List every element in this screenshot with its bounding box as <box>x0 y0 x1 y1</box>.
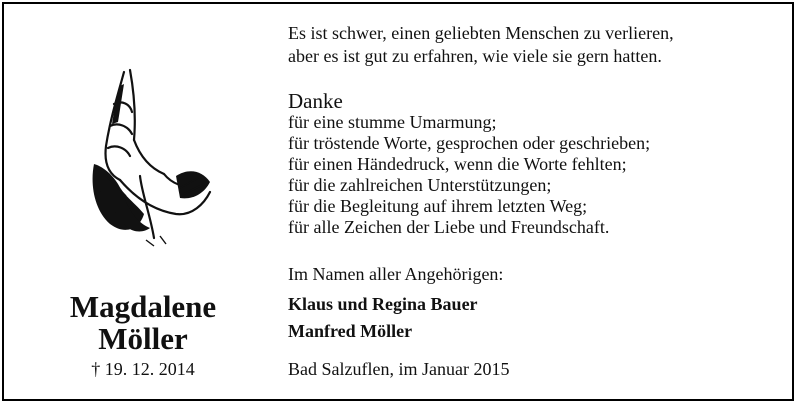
thanks-line: für eine stumme Umarmung; <box>288 112 497 132</box>
mourner-name: Klaus und Regina Bauer <box>288 294 478 314</box>
quote-line: aber es ist gut zu erfahren, wie viele sie gern hatten. <box>288 46 662 66</box>
place-date: Bad Salzuflen, im Januar 2015 <box>288 359 510 379</box>
deceased-first-name: Magdalene <box>69 289 217 324</box>
thanks-line: für die zahlreichen Unterstützungen; <box>288 175 552 195</box>
thanks-line: für alle Zeichen der Liebe und Freundschaft. <box>288 217 610 237</box>
mourners-intro: Im Namen aller Angehörigen: <box>288 264 504 284</box>
death-date: † 19. 12. 2014 <box>91 359 195 379</box>
mourner-name: Manfred Möller <box>288 321 413 341</box>
thanks-line: für die Begleitung auf ihrem letzten Weg; <box>288 196 588 216</box>
thanks-line: für einen Händedruck, wenn die Worte fehlten; <box>288 154 627 174</box>
thanks-line: für tröstende Worte, gesprochen oder geschrieben; <box>288 133 651 153</box>
quote-line: Es ist schwer, einen geliebten Menschen zu verlieren, <box>288 23 674 43</box>
deceased-last-name: Möller <box>98 321 188 356</box>
thanks-heading: Danke <box>288 89 343 113</box>
praying-hands-icon <box>80 64 216 248</box>
